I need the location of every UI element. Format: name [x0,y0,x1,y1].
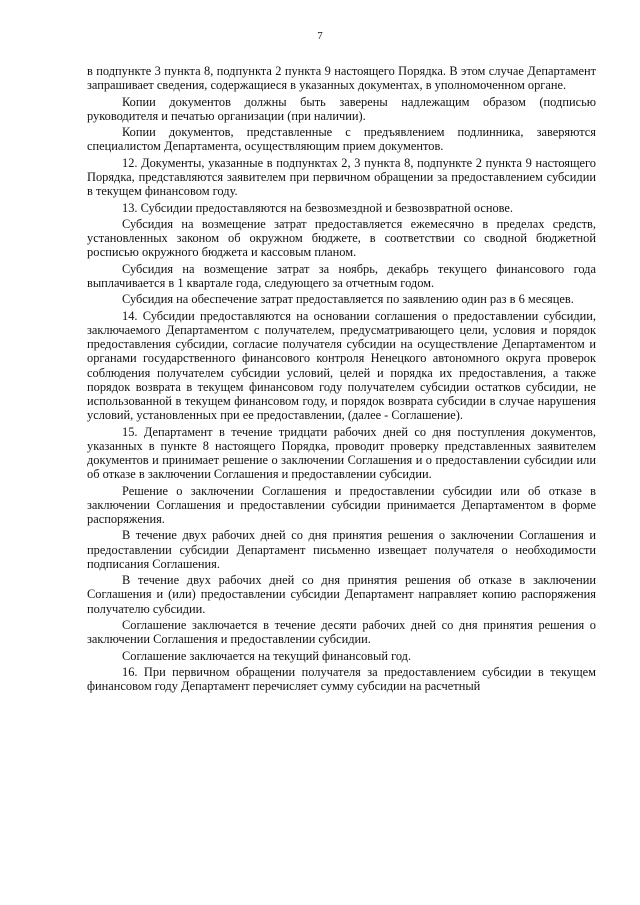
paragraph: Соглашение заключается в течение десяти рабочих дней со дня принятия решения о заключении Соглашения и предоставлении субсидии. [87,617,596,647]
paragraph: Субсидия на возмещение затрат за ноябрь, декабрь текущего финансового года выплачивается в 1 квартале года, следующего за отчетным годом. [87,261,596,290]
paragraph: в подпункте 3 пункта 8, подпункта 2 пункта 9 настоящего Порядка. В этом случае Департамент запрашивает сведения, содержащиеся в указанных документах, в уполномоченном органе. [87,64,596,93]
paragraph: Копии документов, представленные с предъявлением подлинника, заверяются специалистом Департамента, осуществляющим прием документов. [87,125,596,154]
paragraph: 13. Субсидии предоставляются на безвозмездной и безвозвратной основе. [122,200,514,215]
paragraph: 16. При первичном обращении получателя за предоставлением субсидии в текущем финансовом году Департамент перечисляет сумму субсидии на расчетный [87,664,596,694]
paragraph: Соглашение заключается на текущий финансовый год. [122,648,412,663]
document-body [87,64,596,696]
page-number: 7 [317,30,323,42]
paragraph: Решение о заключении Соглашения и предоставлении субсидии или об отказе в заключении Соглашения и предоставлении субсидии принимается Департаментом в форме распоряжения. [87,483,596,526]
paragraph: 14. Субсидии предоставляются на основании соглашения о предоставлении субсидии, заключаемого Департаментом с получателем, предусматривающего цели, условия и порядок предоставления субсидии, согласие получателя субсидии на осуществление Департаментом и органами государственного финансового контроля Ненецкого автономного округа проверок соблюдения получателем субсидии условий, целей и порядка их предоставления, а также порядок возврата в текущем финансовом году получателем субсидии остатков субсидии, не использованной в текущем финансовом году, и порядок возврата субсидии в случае нарушения условий, установленных при ее предоставлении, (далее - Соглашение). [87,308,596,423]
paragraph: 15. Департамент в течение тридцати рабочих дней со дня поступления документов, указанных в пункте 8 настоящего Порядка, проводит проверку представленных заявителем документов и принимает решение о заключении Соглашения и о предоставлении субсидии или об отказе в заключении Соглашения и предоставлении субсидии. [87,424,596,482]
paragraph: Копии документов должны быть заверены надлежащим образом (подписью руководителя и печатью организации (при наличии). [87,94,596,123]
paragraph: Субсидия на обеспечение затрат предоставляется по заявлению один раз в 6 месяцев. [122,292,574,307]
paragraph: 12. Документы, указанные в подпунктах 2, 3 пункта 8, подпункте 2 пункта 9 настоящего Порядка, представляются заявителем при первичном обращении за предоставлением субсидии в текущем финансовом году. [87,155,596,199]
paragraph: Субсидия на возмещение затрат предоставляется ежемесячно в пределах средств, установленных законом об окружном бюджете, в соответствии со сводной бюджетной росписью окружного бюджета и кассовым планом. [87,216,596,260]
paragraph: В течение двух рабочих дней со дня принятия решения о заключении Соглашения и предоставлении субсидии Департамент письменно извещает получателя о необходимости подписания Соглашения. [87,528,596,571]
paragraph: В течение двух рабочих дней со дня принятия решения об отказе в заключении Соглашения и (или) предоставлении субсидии Департамент направляет копию распоряжения получателю субсидии. [87,573,596,616]
